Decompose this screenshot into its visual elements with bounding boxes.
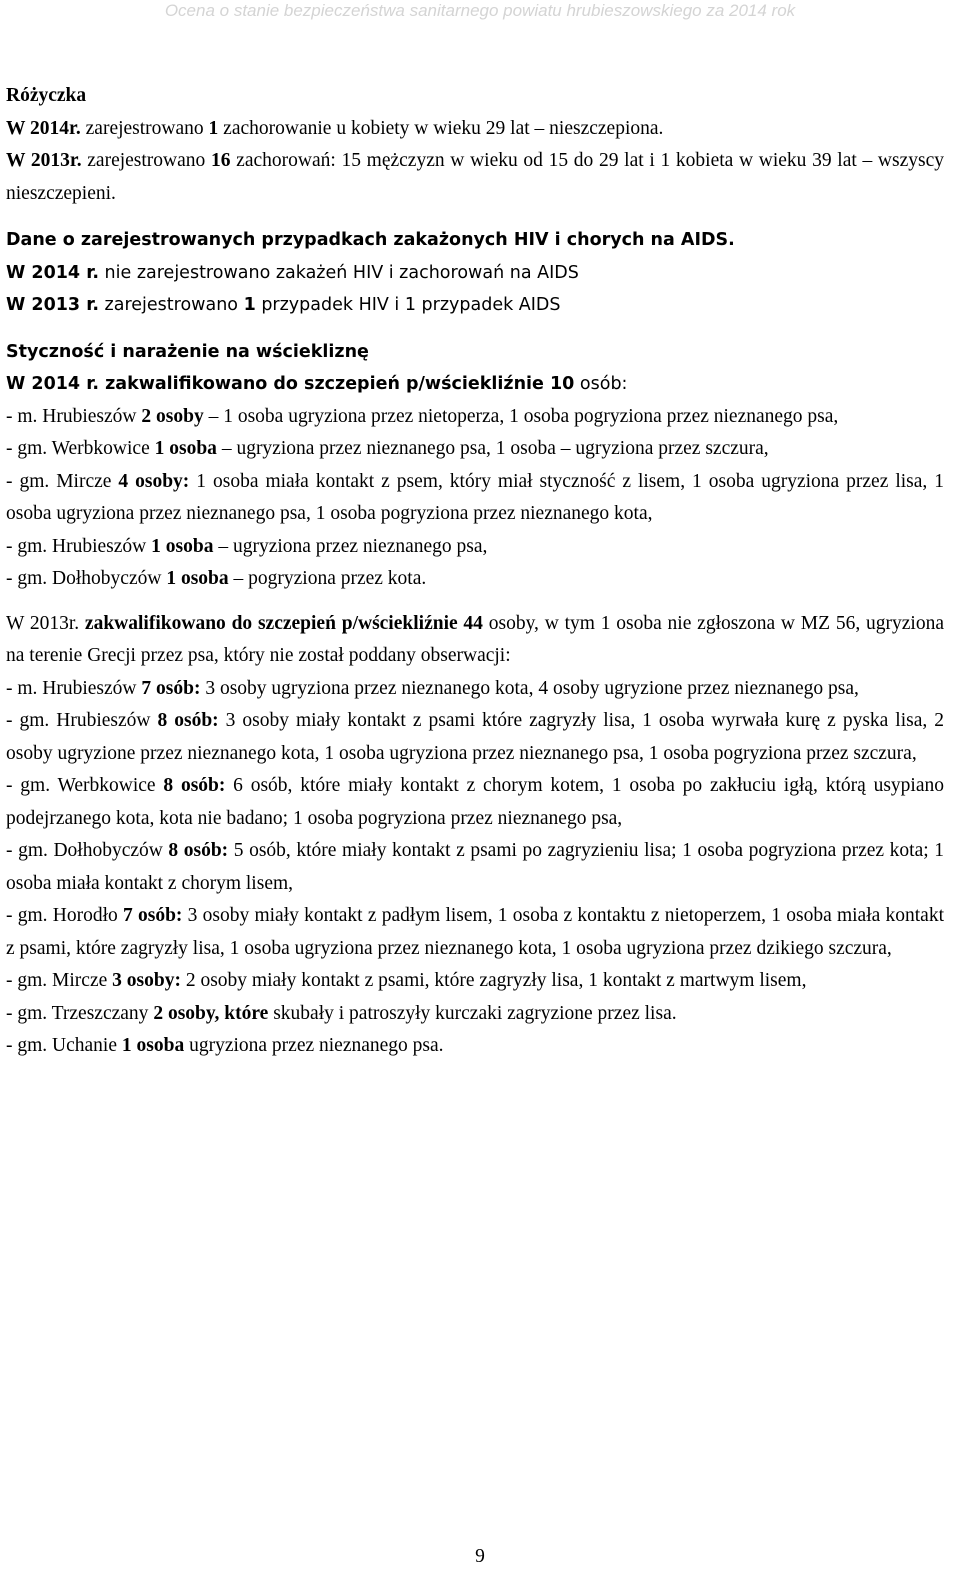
- list-item: [6, 1030, 944, 1063]
- place: - gm. Mircze: [6, 470, 119, 492]
- list-item: [6, 673, 944, 706]
- list-item: [6, 466, 944, 531]
- list-item: [6, 433, 944, 466]
- text: – pogryziona przez kota.: [228, 568, 427, 589]
- text: 2 osoby miały kontakt z psami, które zagryzły lisa, 1 kontakt z martwym lisem,: [180, 970, 807, 991]
- section-heading-rubella: Różyczka: [6, 85, 87, 106]
- place: - gm. Mircze: [6, 970, 113, 991]
- intro-bold: zakwalifikowano do szczepień p/wściekliźnie 44: [79, 612, 483, 634]
- list-item: [6, 401, 944, 434]
- text: 6 osób, które miały kontakt z chorym kotem, 1 osoba po zakłuciu igłą, którą usypiano podejrzanego kota, kota nie badano; 1 osoba pogryziona przez nieznanego psa,: [6, 775, 944, 829]
- count: 2 osoby: [141, 405, 204, 427]
- rabies-2013-intro: [6, 608, 944, 673]
- place: - gm. Dołhobyczów: [6, 568, 167, 589]
- count: 7 osób:: [141, 677, 201, 699]
- list-item: [6, 705, 944, 770]
- count: 1 osoba: [121, 1035, 185, 1056]
- place: - m. Hrubieszów: [6, 405, 142, 427]
- text: 1 osoba miała kontakt z psem, który miał styczność z lisem, 1 osoba ugryziona przez lisa, 1 osoba ugryziona przez nieznanego psa, 1 osoba pogryziona przez nieznanego kota,: [6, 470, 944, 524]
- place: - gm. Werbkowice: [6, 438, 155, 459]
- intro-bold: W 2014 r. zakwalifikowano do szczepień p/wściekliźnie 10: [6, 374, 575, 394]
- list-item: [6, 531, 944, 564]
- year-label: W 2013 r.: [6, 295, 99, 315]
- list-item: [6, 998, 944, 1031]
- text: 3 osoby miały kontakt z psami które zagryzły lisa, 1 osoba wyrwała kurę z pyska lisa, 2 osoby ugryzione przez nieznanego kota, 1 osoba ugryziona przez nieznanego psa, 1 osoba pogryziona przez szczura,: [6, 710, 944, 764]
- year-label: W 2013r.: [6, 150, 82, 171]
- count: 3 osoby:: [112, 970, 181, 991]
- count: 8 osób:: [168, 840, 229, 861]
- list-item: [6, 835, 944, 900]
- place: - gm. Horodło: [6, 905, 123, 926]
- place: - gm. Hrubieszów: [6, 710, 158, 731]
- year-label: W 2013r.: [6, 612, 80, 634]
- text: – ugryziona przez nieznanego psa, 1 osoba – ugryziona przez szczura,: [216, 438, 769, 459]
- place: - gm. Werbkowice: [6, 775, 164, 796]
- text: 3 osoby ugryziona przez nieznanego kota, 4 osoby ugryzione przez nieznanego psa,: [200, 677, 859, 699]
- place: - gm. Hrubieszów: [6, 535, 152, 557]
- hiv-2014: [6, 257, 944, 290]
- list-item: [6, 900, 944, 965]
- list-item: [6, 965, 944, 998]
- text: zarejestrowano: [98, 295, 244, 315]
- place: - gm. Dołhobyczów: [6, 840, 169, 861]
- count: 8 osób:: [157, 710, 219, 731]
- intro-rest: osoby, w tym 1 osoba nie zgłoszona w MZ 56, ugryziona na terenie Grecji przez psa, który nie został poddany obserwacji:: [6, 612, 944, 666]
- section-heading-rabies: Styczność i narażenie na wściekliznę: [6, 341, 369, 362]
- count: 16: [210, 150, 231, 171]
- place: - gm. Uchanie: [6, 1035, 122, 1056]
- text: – ugryziona przez nieznanego psa,: [213, 535, 488, 557]
- text: zarejestrowano: [81, 150, 211, 171]
- count: 1: [208, 117, 219, 139]
- text: skubały i patroszyły kurczaki zagryzione przez lisa.: [268, 1002, 677, 1024]
- intro-tail: osób:: [574, 374, 628, 394]
- count: 1 osoba: [154, 438, 217, 459]
- rabies-2014-intro: [6, 368, 944, 401]
- text: 5 osób, które miały kontakt z psami po zagryzieniu lisa; 1 osoba pogryziona przez kota; 1 osoba miała kontakt z chorym lisem,: [6, 840, 944, 894]
- count: 1 osoba: [151, 535, 214, 557]
- count: 8 osób:: [163, 775, 226, 796]
- rubella-2014: [6, 113, 944, 146]
- hiv-2013: [6, 289, 944, 322]
- count: 7 osób:: [123, 905, 183, 926]
- rabies-2014-list: [6, 401, 944, 596]
- count: 1 osoba: [166, 568, 229, 589]
- text: zachorowanie u kobiety w wieku 29 lat – nieszczepiona.: [218, 117, 664, 139]
- place: - m. Hrubieszów: [6, 677, 142, 699]
- running-header: Ocena o stanie bezpieczeństwa sanitarnego powiatu hrubieszowskiego za 2014 rok: [164, 1, 796, 20]
- list-item: [6, 563, 944, 596]
- year-label: W 2014r.: [6, 117, 81, 139]
- text: ugryziona przez nieznanego psa.: [184, 1035, 444, 1056]
- text: przypadek HIV i 1 przypadek AIDS: [255, 295, 561, 315]
- text: 3 osoby miały kontakt z padłym lisem, 1 osoba z kontaktu z nietoperzem, 1 osoba miała kontakt z psami, które zagryzły lisa, 1 osoba ugryziona przez nieznanego kota, 1 osoba ugryziona przez dzikiego szczura,: [6, 905, 945, 959]
- count: 4 osoby:: [118, 470, 190, 492]
- place: - gm. Trzeszczany: [6, 1002, 154, 1024]
- rubella-2013: [6, 145, 944, 210]
- document-body: [6, 80, 944, 1063]
- section-heading-hiv: Dane o zarejestrowanych przypadkach zakażonych HIV i chorych na AIDS.: [6, 230, 735, 250]
- count: 2 osoby, które: [153, 1002, 269, 1024]
- text: – 1 osoba ugryziona przez nietoperza, 1 osoba pogryziona przez nieznanego psa,: [203, 405, 839, 427]
- year-label: W 2014 r.: [6, 262, 99, 283]
- rabies-2013-list: [6, 673, 944, 1063]
- text: zarejestrowano: [80, 117, 209, 139]
- page-number: 9: [475, 1546, 485, 1567]
- list-item: [6, 770, 944, 835]
- text: nie zarejestrowano zakażeń HIV i zachorowań na AIDS: [98, 262, 579, 283]
- count: 1: [243, 295, 256, 315]
- text: zachorowań: 15 mężczyzn w wieku od 15 do 29 lat i 1 kobieta w wieku 39 lat – wszyscy nieszczepieni.: [6, 150, 944, 204]
